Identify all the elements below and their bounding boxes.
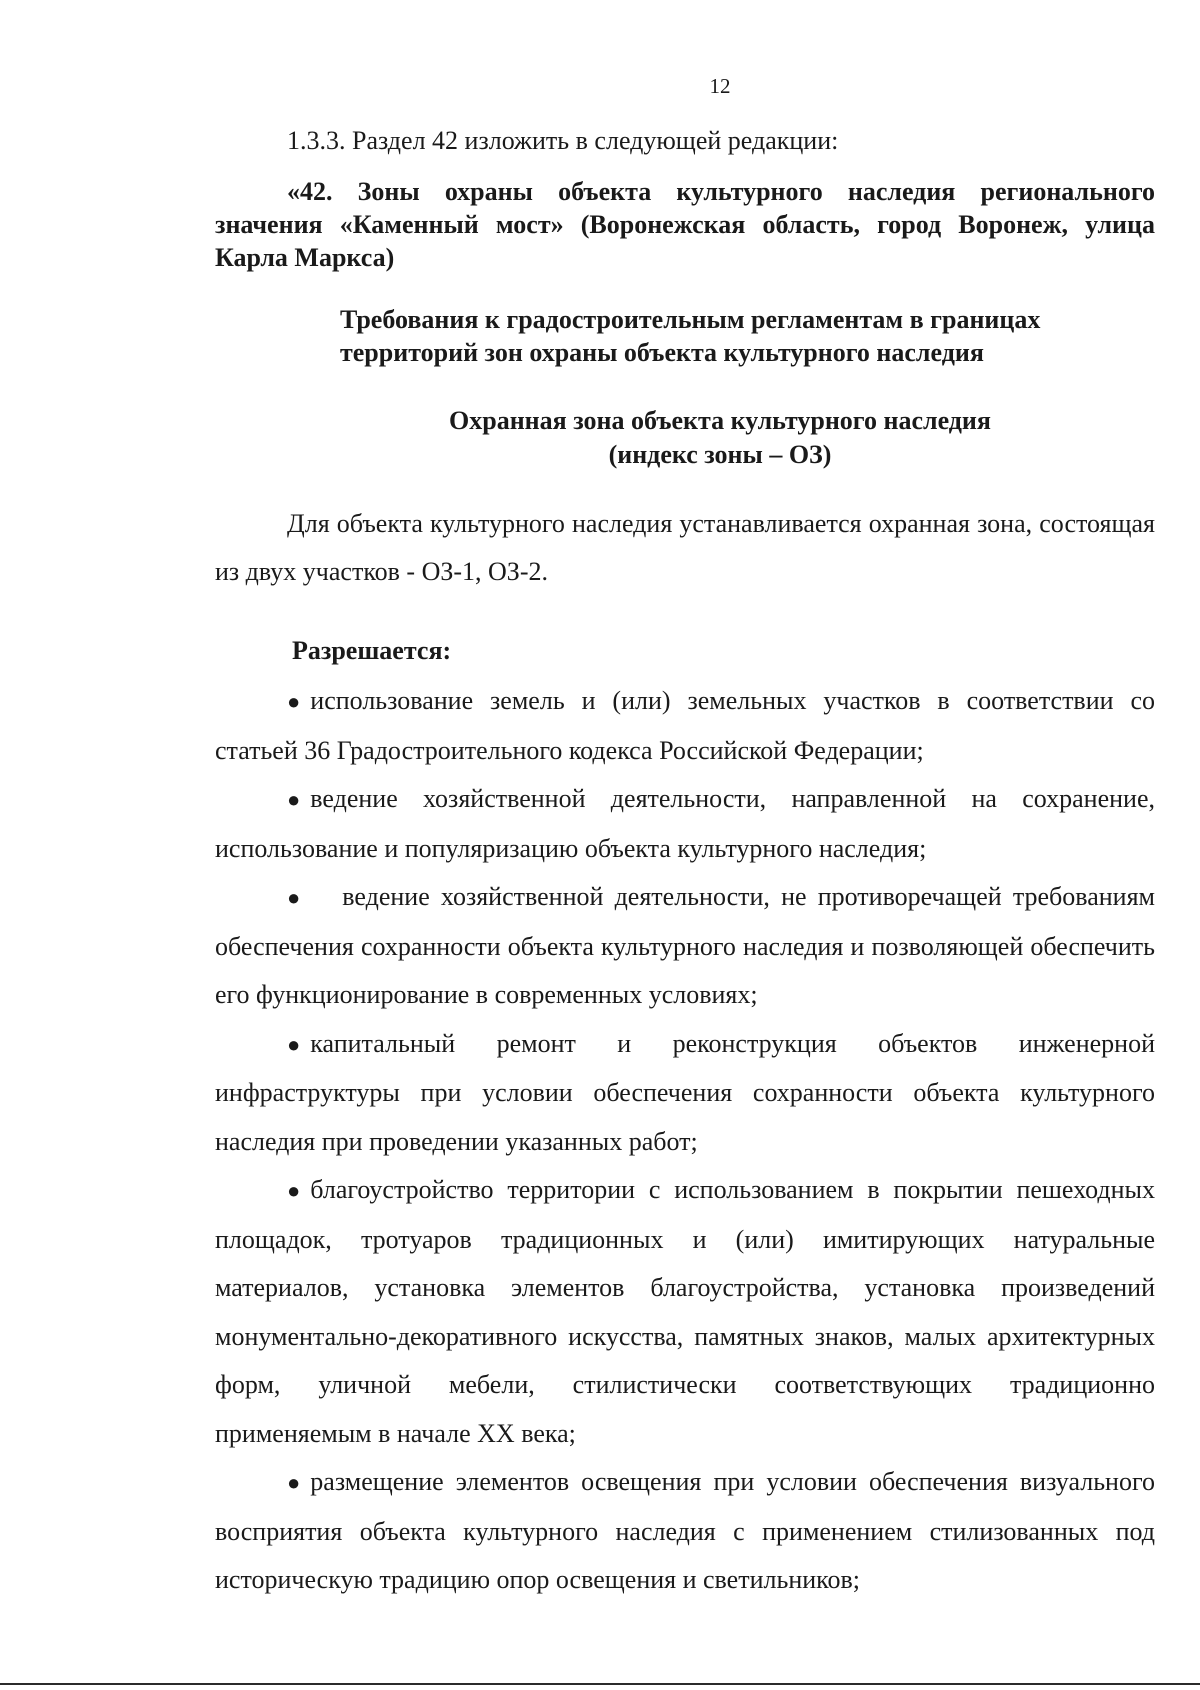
allowed-heading: Разрешается: <box>292 636 452 665</box>
list-item-text: использование земель и (или) земельных участков в соответствии со статьей 36 Градостроительного кодекса Российской Федерации; <box>215 686 1155 765</box>
list-item-text: ведение хозяйственной деятельности, не противоречащей требованиям обеспечения сохранности объекта культурного наследия и позволяющей обеспечить его функционирование в современных условиях; <box>215 882 1155 1009</box>
list-item-text: размещение элементов освещения при условии обеспечения визуального восприятия объекта культурного наследия с применением стилизованных под историческую традицию опор освещения и светильников; <box>215 1467 1155 1594</box>
requirements-heading-line-2: территорий зон охраны объекта культурного наследия <box>340 338 984 367</box>
bullet-icon: ● <box>287 1470 301 1495</box>
list-item <box>215 873 1155 1020</box>
list-item <box>215 1458 1155 1605</box>
list-item <box>215 677 1155 775</box>
zone-heading-line-1: Охранная зона объекта культурного наследия <box>449 406 991 435</box>
page-bottom-rule <box>0 1683 1200 1685</box>
page-number: 12 <box>709 74 731 98</box>
bullet-icon: ● <box>287 1031 301 1057</box>
list-item <box>215 1166 1155 1458</box>
bullet-icon: ● <box>287 689 301 714</box>
section-title: «42. Зоны охраны объекта культурного наследия регионального значения «Каменный мост» (Воронежская область, город Воронеж, улица Карла Маркса) <box>215 177 1155 272</box>
requirements-heading-line-1: Требования к градостроительным регламентам в границах <box>340 305 1041 334</box>
allowed-list <box>215 677 1155 1605</box>
zone-heading <box>215 404 1200 472</box>
list-item <box>215 775 1155 873</box>
bullet-icon: ● <box>287 787 301 812</box>
zone-heading-line-2: (индекс зоны – ОЗ) <box>608 440 832 469</box>
bullet-icon: ● <box>287 885 301 910</box>
list-item-text: ведение хозяйственной деятельности, направленной на сохранение, использование и популяризацию объекта культурного наследия; <box>215 784 1155 863</box>
intro-paragraph: Для объекта культурного наследия устанавливается охранная зона, состоящая из двух участков - ОЗ-1, ОЗ-2. <box>215 509 1155 586</box>
list-item-text: благоустройство территории с использованием в покрытии пешеходных площадок, тротуаров традиционных и (или) имитирующих натуральные материалов, установка элементов благоустройства, установка произведений монументально-декоративного искусства, памятных знаков, малых архитектурных форм, уличной мебели, стилистически соответствующих традиционно применяемым в начале XX века; <box>215 1175 1155 1448</box>
list-item-text: капитальный ремонт и реконструкция объектов инженерной инфраструктуры при условии обеспечения сохранности объекта культурного наследия при проведении указанных работ; <box>215 1028 1155 1156</box>
requirements-heading <box>325 303 1120 369</box>
amendment-line: 1.3.3. Раздел 42 изложить в следующей редакции: <box>287 126 839 155</box>
list-item <box>215 1020 1155 1167</box>
bullet-icon: ● <box>287 1178 301 1203</box>
